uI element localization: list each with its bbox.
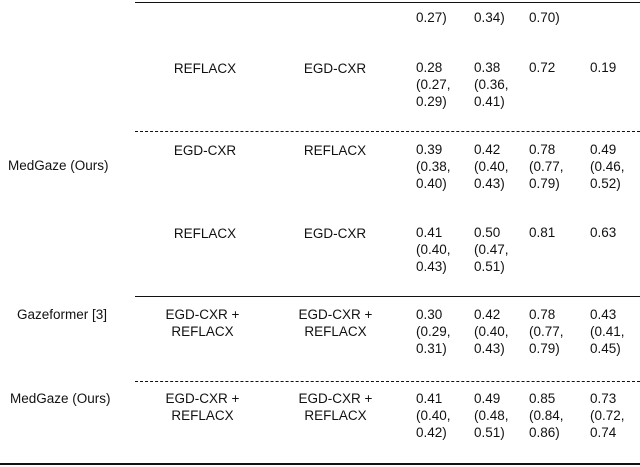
value-cell <box>590 306 625 357</box>
value-cell <box>590 59 616 76</box>
value-ci-line: (0.72, <box>590 408 625 423</box>
value-main: 0.85 <box>529 391 556 406</box>
value-ci-line: 0.41) <box>474 94 505 109</box>
value-cell <box>474 306 509 357</box>
value-ci-line: (0.46, <box>590 159 625 174</box>
value-ci-line: 0.40) <box>416 176 447 191</box>
value-cell <box>416 9 447 26</box>
rule-bottom <box>0 463 640 465</box>
value-main: 0.42 <box>474 307 501 322</box>
value-ci-line: (0.27, <box>416 77 451 92</box>
value-ci-line: (0.77, <box>529 324 564 339</box>
value-ci-line: 0.74 <box>590 425 617 440</box>
value-main: 0.43 <box>590 307 617 322</box>
value-ci-line: (0.40, <box>474 159 509 174</box>
value-main: 0.30 <box>416 307 443 322</box>
value-main: 0.34) <box>474 10 505 25</box>
value-main: 0.78 <box>529 307 556 322</box>
value-cell <box>529 224 555 241</box>
train-dataset: REFLACX <box>173 61 237 76</box>
value-ci-line: 0.79) <box>529 341 560 356</box>
value-ci-line: 0.51) <box>474 259 505 274</box>
test-dataset: EGD-CXR <box>303 61 367 76</box>
value-ci-line: (0.47, <box>474 242 509 257</box>
method-name: MedGaze (Ours) <box>8 158 109 173</box>
value-main: 0.70) <box>529 10 560 25</box>
value-ci-line: 0.42) <box>416 425 447 440</box>
value-cell <box>474 141 509 192</box>
train-dataset: EGD-CXR + REFLACX <box>165 391 240 423</box>
value-cell <box>590 390 625 441</box>
method-name: MedGaze (Ours) <box>10 391 111 406</box>
value-main: 0.42 <box>474 142 501 157</box>
value-cell <box>590 224 616 241</box>
test-dataset: EGD-CXR + REFLACX <box>298 391 373 423</box>
value-ci-line: (0.77, <box>529 159 564 174</box>
value-main: 0.49 <box>590 142 617 157</box>
value-cell <box>474 9 505 26</box>
test-dataset: EGD-CXR <box>303 226 367 241</box>
value-ci-line: 0.43) <box>474 341 505 356</box>
value-cell <box>416 390 451 441</box>
value-ci-line: 0.51) <box>474 425 505 440</box>
value-ci-line: 0.43) <box>474 176 505 191</box>
value-cell <box>529 390 564 441</box>
value-main: 0.49 <box>474 391 501 406</box>
value-main: 0.78 <box>529 142 556 157</box>
value-cell <box>474 390 509 441</box>
value-main: 0.63 <box>590 225 617 240</box>
value-main: 0.28 <box>416 60 443 75</box>
value-ci-line: (0.40, <box>416 408 451 423</box>
value-ci-line: 0.52) <box>590 176 621 191</box>
test-dataset: REFLACX <box>303 143 367 158</box>
value-main: 0.27) <box>416 10 447 25</box>
value-ci-line: (0.36, <box>474 77 509 92</box>
value-cell <box>416 141 451 192</box>
rule-dashed-1 <box>135 131 640 132</box>
value-ci-line: (0.40, <box>474 324 509 339</box>
value-main: 0.41 <box>416 391 443 406</box>
value-ci-line: (0.84, <box>529 408 564 423</box>
method-name: Gazeformer [3] <box>17 307 108 322</box>
value-ci-line: 0.43) <box>416 259 447 274</box>
value-cell <box>529 306 564 357</box>
value-cell <box>529 59 555 76</box>
train-dataset: EGD-CXR <box>173 143 237 158</box>
value-ci-line: (0.41, <box>590 324 625 339</box>
value-ci-line: (0.38, <box>416 159 451 174</box>
rule-solid-mid <box>135 296 640 297</box>
value-ci-line: 0.31) <box>416 341 447 356</box>
value-main: 0.81 <box>529 225 556 240</box>
value-main: 0.19 <box>590 60 617 75</box>
value-main: 0.72 <box>529 60 556 75</box>
rule-top <box>135 2 640 3</box>
value-main: 0.50 <box>474 225 501 240</box>
value-ci-line: (0.29, <box>416 324 451 339</box>
train-dataset: EGD-CXR + REFLACX <box>165 307 240 339</box>
value-cell <box>529 9 560 26</box>
rule-dashed-2 <box>135 381 640 382</box>
value-main: 0.41 <box>416 225 443 240</box>
value-cell <box>474 224 509 275</box>
value-main: 0.38 <box>474 60 501 75</box>
value-ci-line: 0.45) <box>590 341 621 356</box>
value-ci-line: 0.29) <box>416 94 447 109</box>
value-cell <box>416 306 451 357</box>
value-main: 0.39 <box>416 142 443 157</box>
value-ci-line: 0.86) <box>529 425 560 440</box>
value-cell <box>590 141 625 192</box>
value-main: 0.73 <box>590 391 617 406</box>
value-cell <box>416 224 451 275</box>
value-ci-line: 0.79) <box>529 176 560 191</box>
value-cell <box>474 59 509 110</box>
value-cell <box>416 59 451 110</box>
train-dataset: REFLACX <box>173 226 237 241</box>
value-ci-line: (0.48, <box>474 408 509 423</box>
test-dataset: EGD-CXR + REFLACX <box>298 307 373 339</box>
value-ci-line: (0.40, <box>416 242 451 257</box>
value-cell <box>529 141 564 192</box>
